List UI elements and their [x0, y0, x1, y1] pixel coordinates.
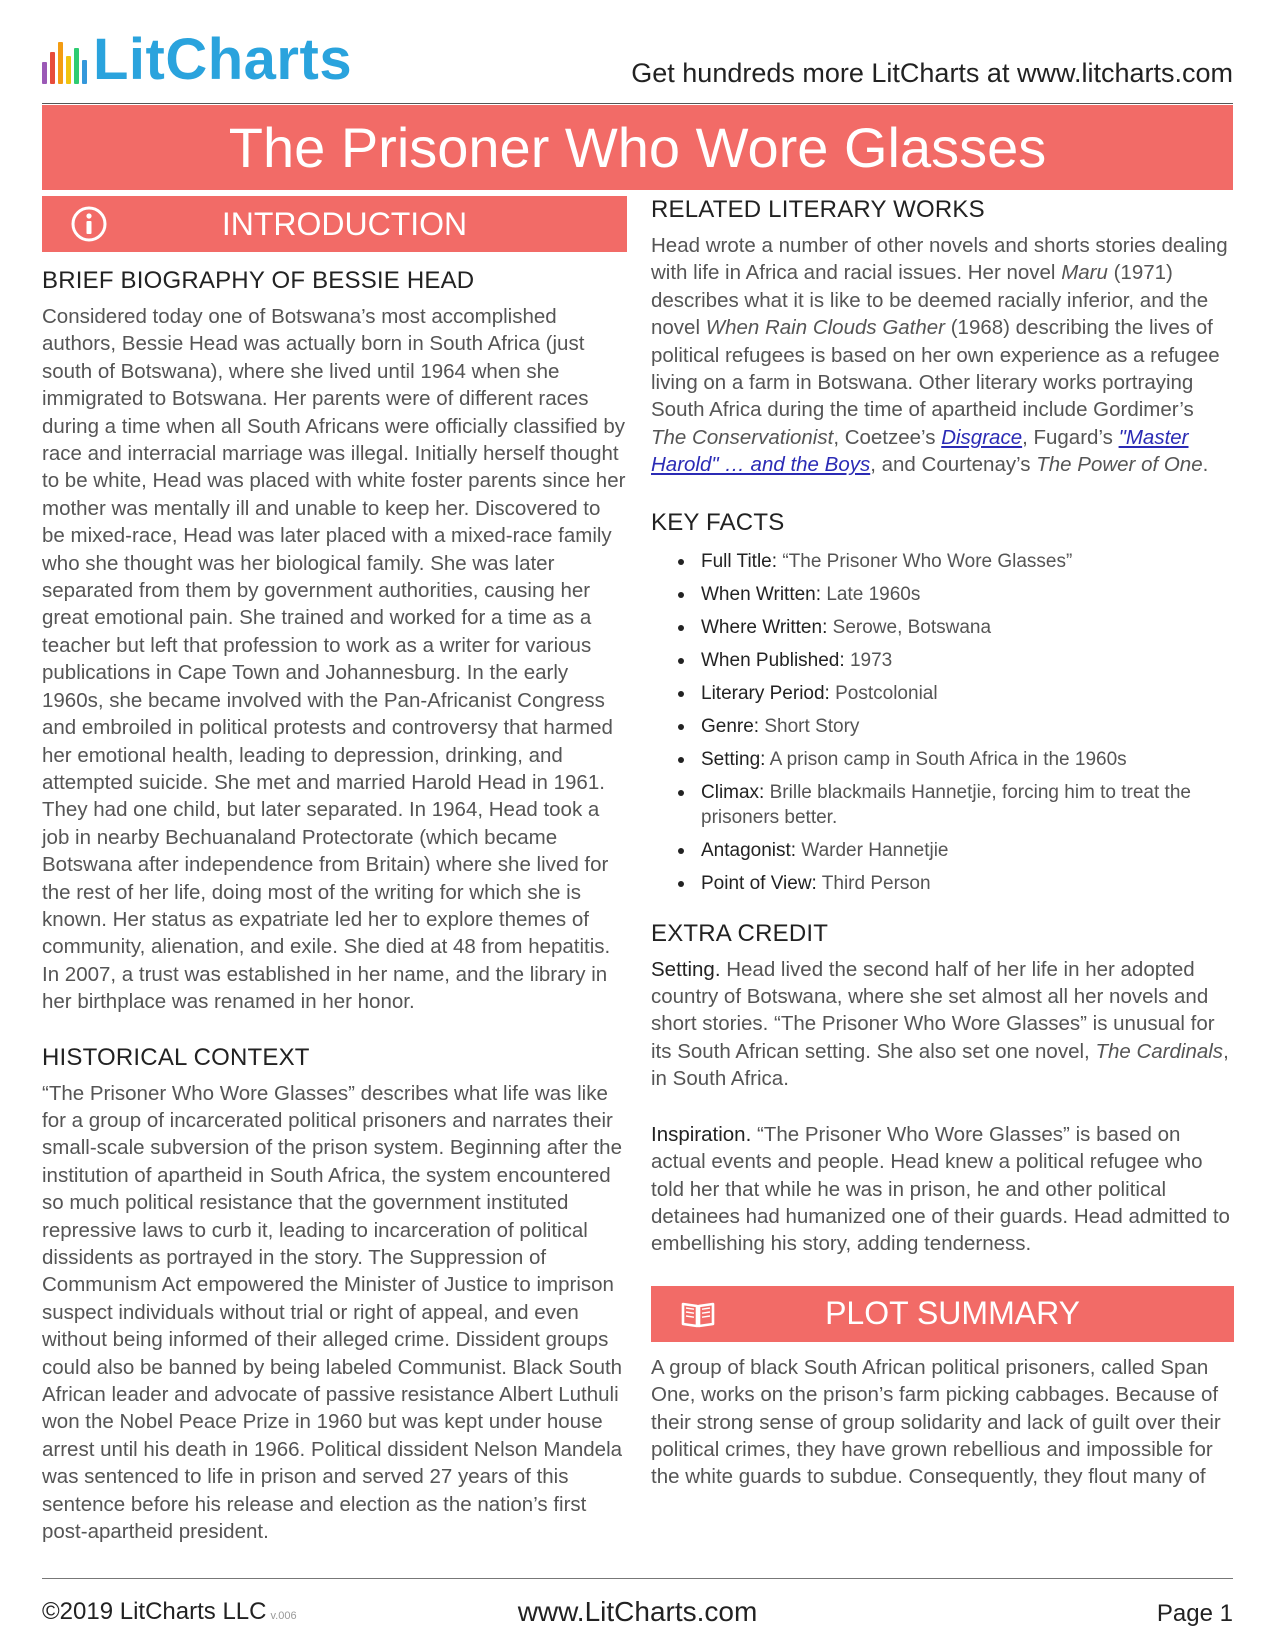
work-title: The Conservationist — [651, 425, 834, 449]
plot-summary-banner — [651, 1286, 1234, 1342]
footer-divider — [42, 1578, 1233, 1579]
book-icon — [679, 1295, 717, 1333]
historical-heading: HISTORICAL CONTEXT — [42, 1043, 310, 1071]
litcharts-logo[interactable] — [42, 28, 352, 92]
work-title: When Rain Clouds Gather — [705, 316, 946, 340]
page-title: The Prisoner Who Wore Glasses — [42, 105, 1233, 190]
work-title: The Power of One — [1036, 453, 1203, 477]
key-fact-item: Full Title: “The Prisoner Who Wore Glasses” — [651, 549, 1234, 574]
right-column — [651, 196, 1234, 1491]
key-fact-item: Where Written: Serowe, Botswana — [651, 615, 1234, 640]
plot-summary-title: PLOT SUMMARY — [825, 1295, 1080, 1332]
key-fact-item: When Written: Late 1960s — [651, 582, 1234, 607]
historical-text: “The Prisoner Who Wore Glasses” describes what life was like for a group of incarcerated political prisoners and narrates their small-scale subversion of the prison system. Beginning after the institution of apartheid in South Africa, the system encountered so much political resistance that the government instituted repressive laws to curb it, leading to incarceration of political dissidents as portrayed in the story. The Suppression of Communism Act empowered the Minister of Justice to imprison suspect individuals without trial or right of appeal, and even without being informed of their alleged crime. Dissident groups could also be banned by being labeled Communist. Black South African leader and advocate of passive resistance Albert Luthuli won the Nobel Peace Prize in 1960 but was kept under house arrest until his death in 1966. Political dissident Nelson Mandela was sentenced to life in prison and served 27 years of this sentence before his release and election as the nation’s first post-apartheid president. — [42, 1081, 623, 1544]
key-fact-item: Genre: Short Story — [651, 714, 1234, 739]
key-fact-item: Setting: A prison camp in South Africa in the 1960s — [651, 747, 1234, 772]
key-fact-item: Point of View: Third Person — [651, 871, 1234, 896]
page-number: Page 1 — [1156, 1600, 1233, 1627]
master-harold-link[interactable]: "Master Harold" … and the Boys — [651, 425, 1189, 477]
logo-bars-icon — [42, 38, 87, 84]
logo-text: LitCharts — [93, 27, 353, 92]
left-column — [42, 196, 627, 1545]
extra-credit-heading: EXTRA CREDIT — [651, 919, 829, 947]
footer-copyright: ©2019 LitCharts LLC v.006 — [42, 1598, 297, 1625]
introduction-banner — [42, 196, 627, 252]
version-label: v.006 — [270, 1610, 297, 1622]
introduction-title: INTRODUCTION — [221, 205, 468, 242]
key-facts-heading: KEY FACTS — [651, 508, 785, 536]
header-tagline[interactable]: Get hundreds more LitCharts at www.litcharts.com — [631, 58, 1233, 88]
info-icon — [70, 205, 108, 243]
key-fact-item: When Published: 1973 — [651, 648, 1234, 673]
key-fact-item: Climax: Brille blackmails Hannetjie, forcing him to treat the prisoners better. — [651, 780, 1234, 830]
related-works-text: Head wrote a number of other novels and shorts stories dealing with life in Africa and racial issues. Her novel Maru (1971) describes what it is like to be deemed racially inferior, and the novel When Rain Clouds Gather (1968) describing the lives of political refugees is based on her own experience as a refugee living on a farm in Botswana. Other literary works portraying South Africa during the time of apartheid include Gordimer’s The Conservationist, Coetzee’s Disgrace, Fugard’s "Master Harold" … and the Boys, and Courtenay’s The Power of One. — [651, 234, 1228, 477]
plot-summary-text: A group of black South African political prisoners, called Span One, works on the prison’s farm picking cabbages. Because of their strong sense of group solidarity and lack of guilt over their political crimes, they have grown rebellious and impossible for the white guards to subdue. Consequently, they flout many of — [651, 1355, 1221, 1489]
extra-credit-setting: Setting. Head lived the second half of her life in her adopted country of Botswana, where she set almost all her novels and short stories. “The Prisoner Who Wore Glasses” is unusual for its South African setting. She also set one novel, The Cardinals, in South Africa. — [651, 957, 1229, 1091]
extra-credit-inspiration: Inspiration. “The Prisoner Who Wore Glasses” is based on actual events and people. Head knew a political refugee who told her that while he was in prison, he and other political detainees had humanized one of their guards. Head admitted to embellishing his story, adding tenderness. — [651, 1122, 1230, 1256]
key-fact-item: Antagonist: Warder Hannetjie — [651, 838, 1234, 863]
biography-text: Considered today one of Botswana’s most accomplished authors, Bessie Head was actually born in South Africa (just south of Botswana), where she lived until 1964 when she immigrated to Botswana. Her parents were of different races during a time when all South Africans were officially classified by race and interracial marriage was illegal. Initially herself thought to be white, Head was placed with white foster parents since her mother was mentally ill and unable to keep her. Discovered to be mixed-race, Head was later placed with a mixed-race family who she thought was her biological family. She was later separated from them by government authorities, causing her great emotional pain. She trained and worked for a time as a teacher but left that profession to work as a writer for various publications in Cape Town and Johannesburg. In the early 1960s, she became involved with the Pan-Africanist Congress and embroiled in political protests and controversy that harmed her emotional health, leading to depression, drinking, and attempted suicide. She met and married Harold Head in 1961. They had one child, but later separated. In 1964, Head took a job in nearby Bechuanaland Protectorate (which became Botswana after independence from Britain) where she lived for the rest of her life, doing most of the writing for which she is known. Her status as expatriate led her to explore themes of community, alienation, and exile. She died at 48 from hepatitis. In 2007, a trust was established in her name, and the library in her birthplace was renamed in her honor. — [42, 305, 626, 1014]
work-title: Maru — [1061, 261, 1108, 285]
disgrace-link[interactable]: Disgrace — [941, 425, 1023, 449]
footer-site-link[interactable]: www.LitCharts.com — [517, 1596, 758, 1627]
key-facts-list — [651, 549, 1234, 896]
related-works-heading: RELATED LITERARY WORKS — [651, 196, 985, 223]
header-divider — [42, 103, 1233, 104]
key-fact-item: Literary Period: Postcolonial — [651, 681, 1234, 706]
biography-heading: BRIEF BIOGRAPHY OF BESSIE HEAD — [42, 267, 475, 294]
